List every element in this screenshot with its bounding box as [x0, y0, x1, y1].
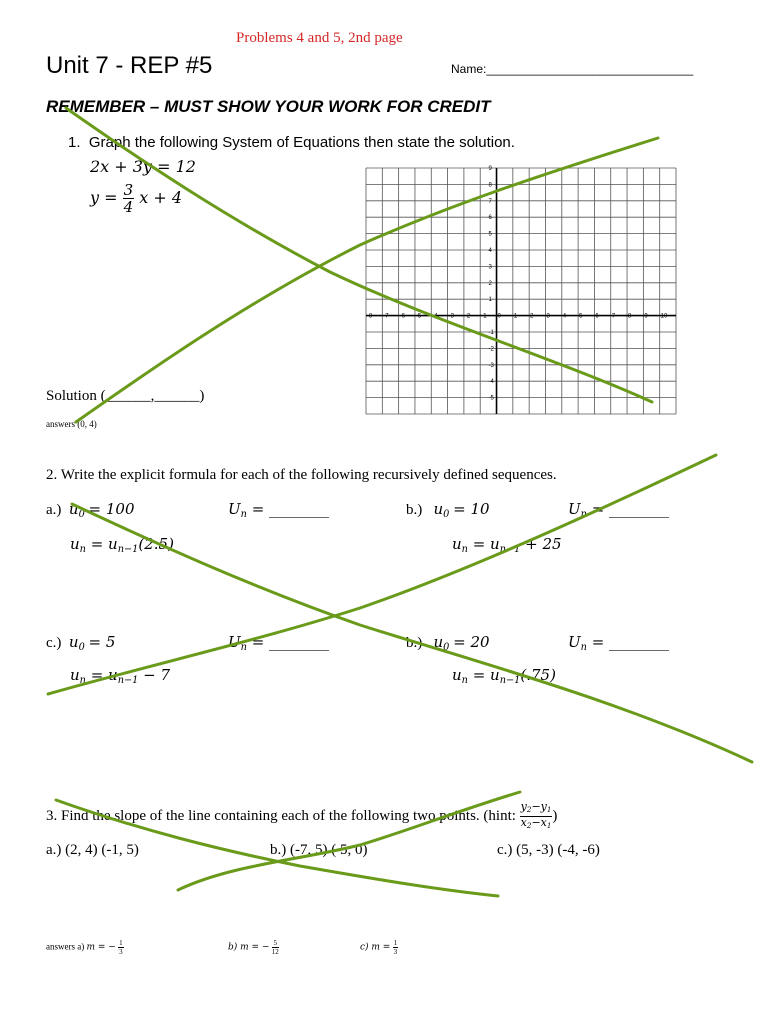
y-tick-label: 3 [488, 264, 492, 271]
q3-ans-a-frac [118, 939, 124, 956]
q3-prompt-text: 3. Find the slope of the line containing each of the following two points. (hint: [46, 808, 516, 825]
name-label-text: Name: [451, 62, 487, 76]
q2-c-rec: − 7 [143, 666, 171, 684]
name-label [451, 62, 693, 76]
q3-ans-b-frac [272, 939, 279, 956]
x-tick-label: -3 [448, 313, 454, 320]
x-tick-label: -1 [481, 313, 487, 320]
q3-ans-b-prefix: b) m = − [228, 942, 270, 953]
q1-number: 1. [68, 134, 81, 151]
y-tick-label: 2 [488, 280, 492, 287]
q2-a: a.) $u_0 = 100$ [46, 500, 135, 520]
x-tick-label: 7 [611, 313, 616, 320]
q2-b-blank: = ________ [591, 500, 670, 518]
q3-a: a.) (2, 4) (-1, 5) [46, 842, 139, 858]
q3-answers-label: answers a) [46, 941, 85, 952]
q2-a-rec: (2.5) [138, 535, 174, 553]
x-tick-label: 6 [595, 313, 599, 320]
x-tick-label: 5 [579, 313, 583, 320]
q2-d-recursive: $u_n = u_{n-1}(.75)$ [452, 666, 556, 686]
x-tick-label: -4 [432, 313, 438, 320]
q2-b-un: $U_n$ = ________ [568, 500, 670, 520]
q3-ans-b-den: 12 [271, 948, 279, 956]
x-tick-label: 4 [562, 313, 567, 320]
q2-b-label: b.) [406, 502, 423, 518]
q3-hint-close: ) [552, 808, 558, 825]
q2-b-rec: + 25 [525, 535, 562, 553]
q3-b: b.) (-7, 5) ( 5, 0) [270, 842, 368, 858]
q2-b-u0: = 10 [453, 500, 490, 518]
q2-d-label: b.) [406, 635, 423, 651]
y-tick-label: -2 [488, 346, 494, 353]
q3-prompt [46, 801, 557, 832]
x-tick-label: 8 [628, 313, 632, 320]
x-tick-label: -8 [367, 313, 373, 320]
x-tick-label: 2 [530, 313, 534, 320]
y-tick-label: 1 [488, 297, 492, 304]
q3-ans-c-den: 3 [393, 948, 398, 956]
x-tick-label: 3 [546, 313, 550, 320]
y-tick-label: 9 [488, 166, 492, 172]
q3-ans-a-prefix: m = − [86, 942, 116, 953]
y-tick-label: 7 [488, 198, 492, 205]
q2-strike-line-2 [48, 455, 716, 694]
eq2-num: 3 [123, 181, 134, 199]
q2-d-rec: (.75) [520, 666, 556, 684]
q1-answers: answers (0, 4) [46, 419, 97, 429]
q3-ans-c-frac [393, 939, 399, 956]
grid-lines [366, 168, 676, 414]
name-blank: _______________________________ [486, 62, 694, 76]
q1-prompt-text: Graph the following System of Equations then state the solution. [88, 134, 515, 151]
q2-d-blank: = ________ [591, 633, 670, 651]
q2-c-blank: = ________ [251, 633, 330, 651]
x-tick-label: 9 [644, 313, 648, 320]
q1-equation-2 [90, 182, 182, 215]
q2-a-recursive: $u_n = u_{n-1}(2.5)$ [70, 535, 174, 555]
page-title: Unit 7 - REP #5 [46, 52, 213, 79]
header-note: Problems 4 and 5, 2nd page [236, 30, 403, 46]
q3-ans-c-prefix: c) m = [360, 942, 391, 953]
q2-a-blank: = ________ [251, 500, 330, 518]
y-tick-label: -3 [488, 362, 494, 369]
y-tick-label: 4 [488, 248, 492, 254]
q3-ans-c-num: 1 [393, 939, 398, 947]
q2-d-un: $U_n$ = ________ [568, 633, 670, 653]
q2-d: b.) $u_0 = 20$ [406, 633, 490, 653]
y-tick-label: 6 [488, 215, 492, 222]
q1-equation-1: 2x + 3y = 12 [90, 157, 196, 176]
x-tick-label: 10 [660, 313, 668, 320]
eq2-den: 4 [123, 198, 134, 216]
q2-c-un: $U_n$ = ________ [228, 633, 330, 653]
y-tick-label: 8 [488, 182, 492, 189]
q3-ans-a-num: 1 [119, 939, 123, 947]
q1-prompt [68, 134, 515, 151]
q2-c: c.) $u_0 = 5$ [46, 633, 116, 653]
q3-c: c.) (5, -3) (-4, -6) [497, 842, 600, 858]
y-tick-label: -4 [488, 379, 494, 386]
coordinate-grid [360, 162, 684, 418]
q2-d-u0: = 20 [453, 633, 490, 651]
y-tick-label: -5 [488, 395, 494, 402]
y-tick-label: -1 [488, 330, 494, 336]
q1-solution: Solution (______,______) [46, 388, 205, 404]
q2-a-label: a.) [46, 502, 62, 518]
q3-ans-a-den: 3 [119, 948, 123, 956]
q3-answer-b [228, 939, 279, 956]
q2-b: b.) $u_0 = 10$ [406, 500, 490, 520]
q3-hint-fraction: $\frac{y_2-y_1}{x_2-x_1}$ [520, 800, 552, 831]
remember-heading: REMEMBER – MUST SHOW YOUR WORK FOR CREDIT [46, 97, 491, 116]
q2-prompt: 2. Write the explicit formula for each of the following recursively defined sequences. [46, 467, 557, 483]
q2-c-label: c.) [46, 635, 62, 651]
q2-a-u0: = 100 [88, 500, 135, 518]
x-tick-label: -5 [415, 313, 422, 320]
q3-ans-b-num: 5 [273, 939, 277, 947]
q3-answers [46, 939, 124, 956]
x-tick-label: 1 [513, 313, 518, 320]
x-tick-label: -7 [383, 313, 389, 320]
q3-answer-c [360, 939, 398, 956]
eq2-lhs: y = [90, 188, 118, 207]
grid-labels [367, 166, 668, 402]
q2-c-u0: = 5 [88, 633, 116, 651]
y-tick-label: 5 [488, 231, 492, 238]
x-tick-label: -2 [464, 313, 471, 320]
x-tick-label: -6 [399, 313, 405, 320]
eq2-rhs: x + 4 [139, 188, 183, 207]
eq2-fraction [123, 182, 135, 215]
q2-a-un: $U_n$ = ________ [228, 500, 330, 520]
q2-b-recursive: $u_n = u_{n-1} + 25$ [452, 535, 562, 555]
q2-c-recursive: $u_n = u_{n-1} - 7$ [70, 666, 171, 686]
x-tick-label: 0 [497, 313, 501, 320]
